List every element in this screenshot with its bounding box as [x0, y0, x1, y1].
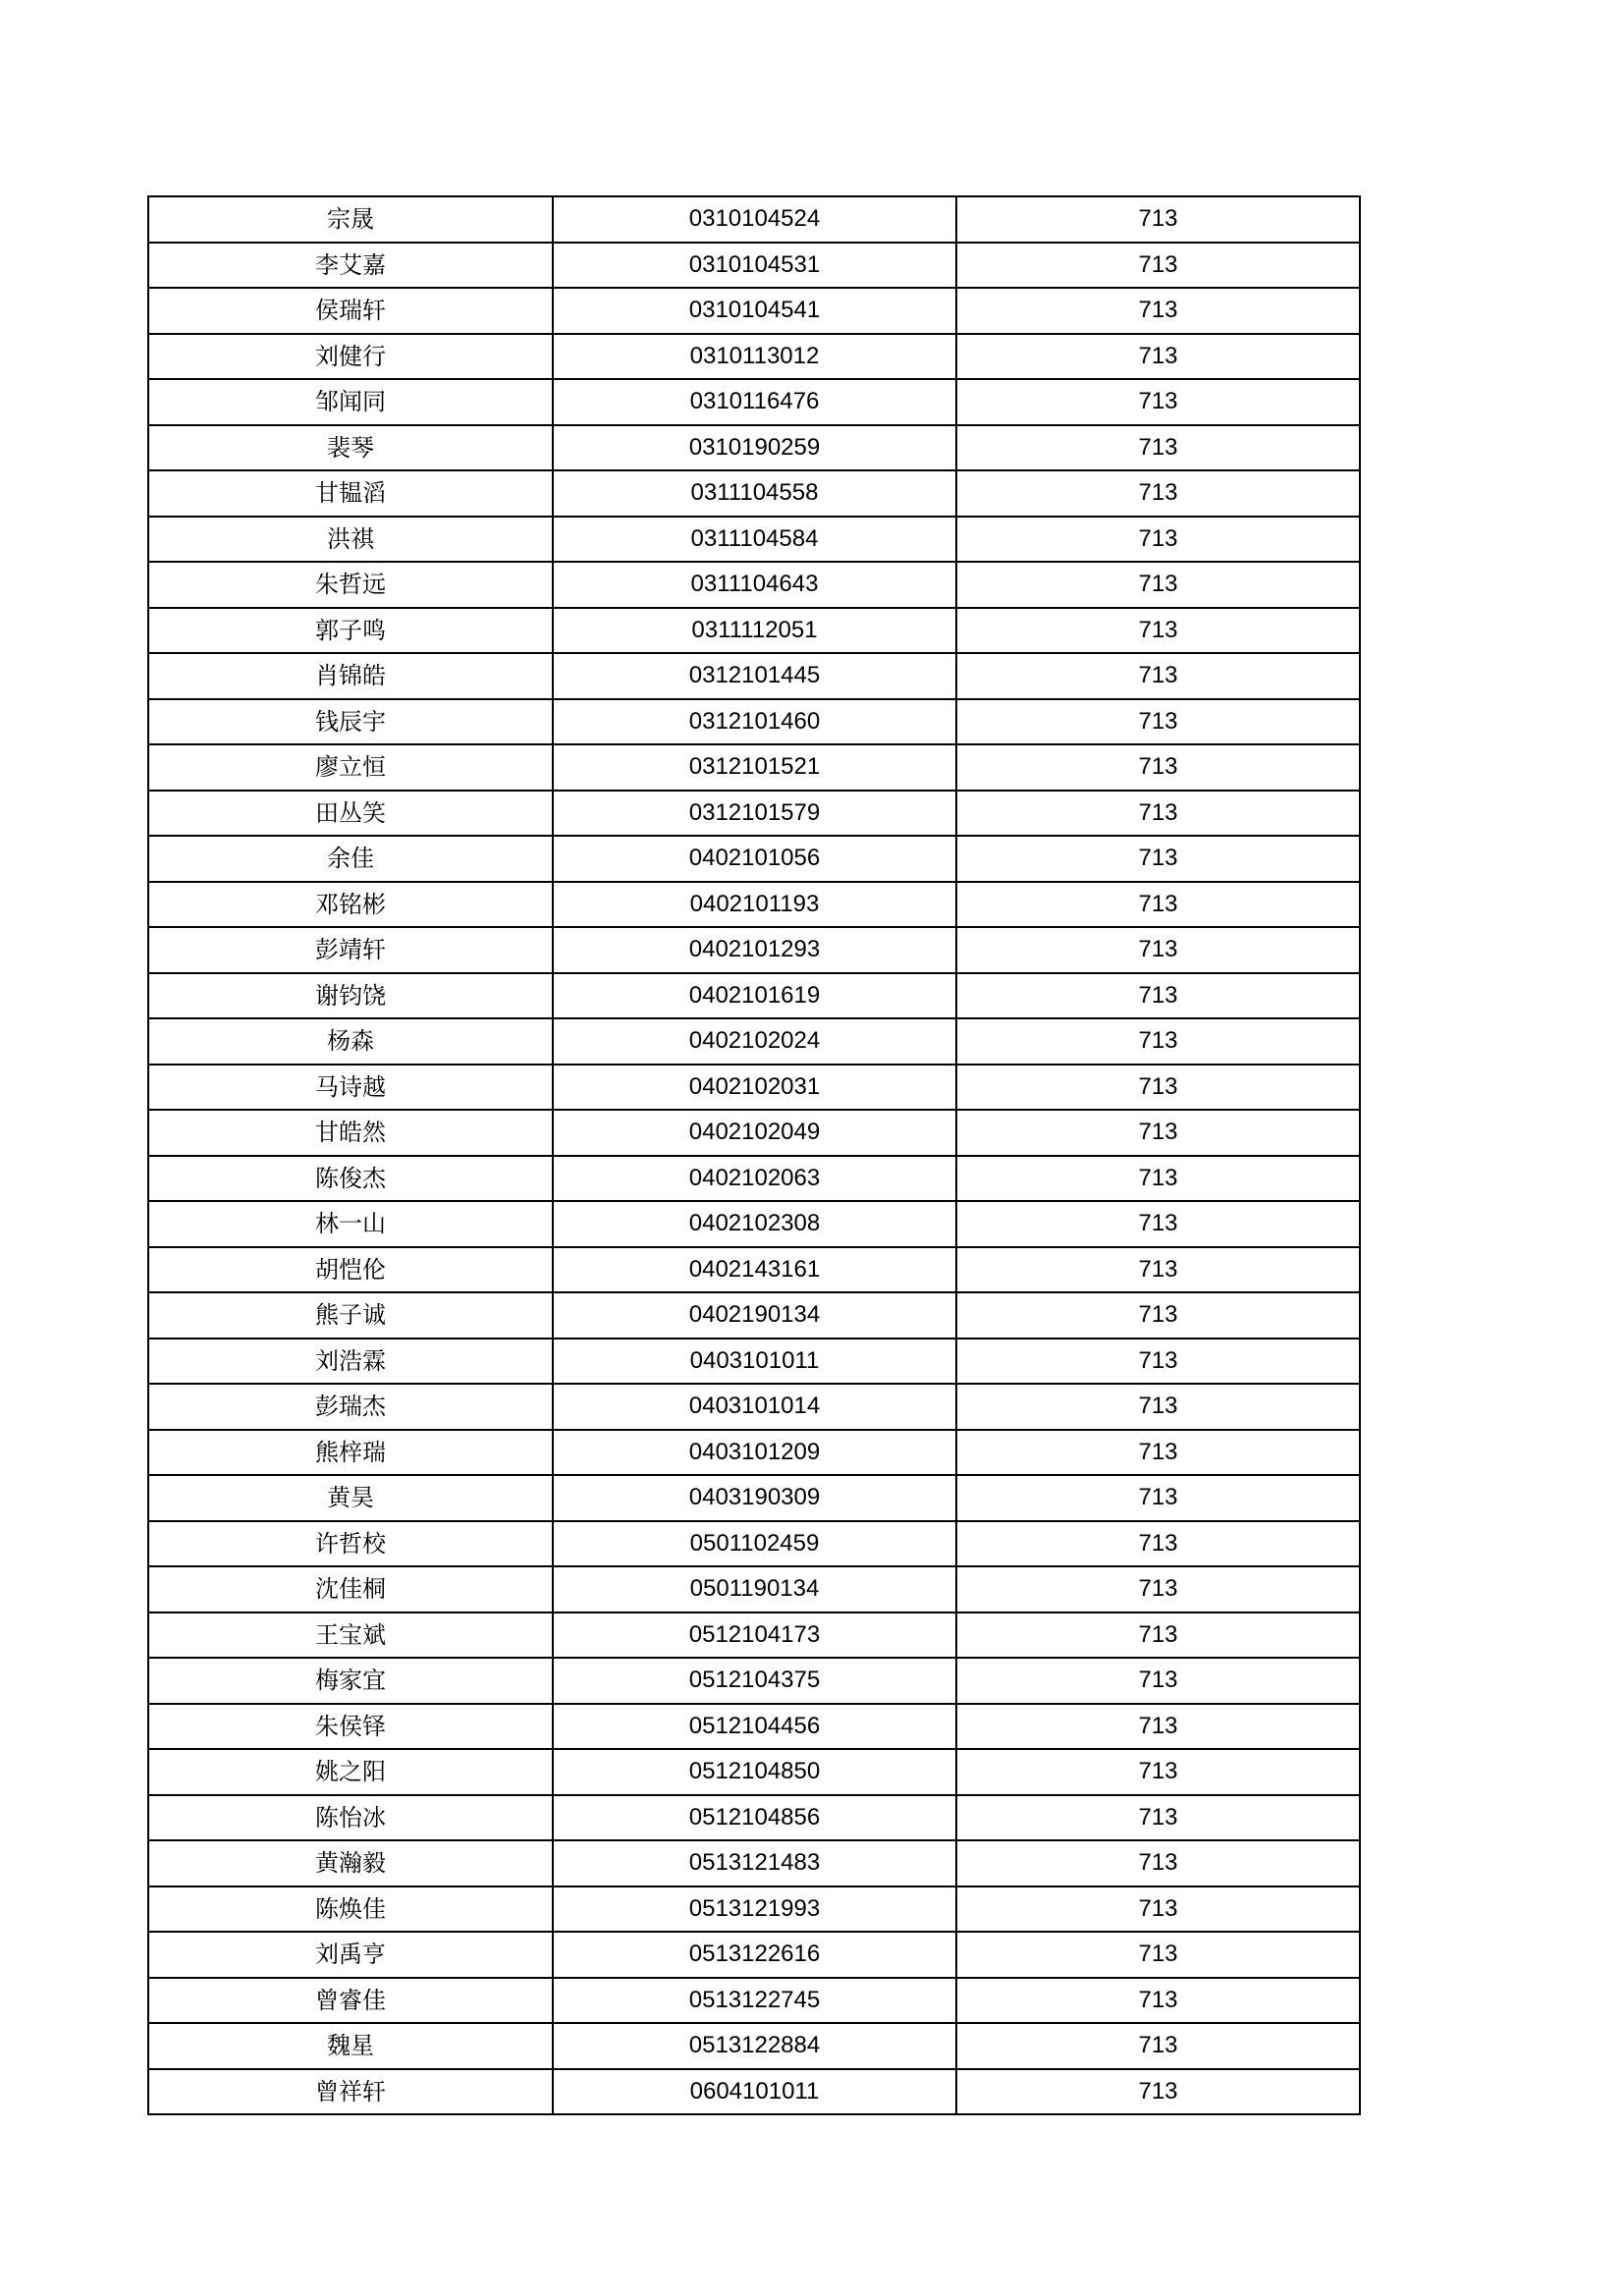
- code-cell: 713: [956, 1384, 1360, 1430]
- id-cell: 0513122616: [553, 1932, 956, 1978]
- name-cell: 宗晟: [148, 196, 553, 243]
- name-cell: 姚之阳: [148, 1749, 553, 1795]
- id-cell: 0604101011: [553, 2069, 956, 2115]
- code-cell: 713: [956, 608, 1360, 654]
- name-cell: 谢钧饶: [148, 973, 553, 1019]
- name-cell: 彭靖轩: [148, 927, 553, 973]
- name-cell: 曾睿佳: [148, 1978, 553, 2024]
- id-cell: 0513121483: [553, 1840, 956, 1886]
- id-cell: 0310113012: [553, 334, 956, 380]
- name-cell: 马诗越: [148, 1065, 553, 1111]
- name-cell: 魏星: [148, 2023, 553, 2069]
- table-row: [148, 653, 1360, 699]
- id-cell: 0402102049: [553, 1110, 956, 1156]
- id-cell: 0402101193: [553, 882, 956, 928]
- id-cell: 0512104173: [553, 1613, 956, 1659]
- name-cell: 彭瑞杰: [148, 1384, 553, 1430]
- name-cell: 甘皓然: [148, 1110, 553, 1156]
- name-cell: 田丛笑: [148, 791, 553, 837]
- code-cell: 713: [956, 653, 1360, 699]
- code-cell: 713: [956, 973, 1360, 1019]
- table-row: [148, 1795, 1360, 1841]
- table-row: [148, 334, 1360, 380]
- table-row: [148, 1704, 1360, 1750]
- table-row: [148, 2069, 1360, 2115]
- id-cell: 0512104456: [553, 1704, 956, 1750]
- id-cell: 0402101619: [553, 973, 956, 1019]
- id-cell: 0310104541: [553, 288, 956, 334]
- name-cell: 许哲校: [148, 1521, 553, 1567]
- id-cell: 0402101056: [553, 836, 956, 882]
- code-cell: 713: [956, 1749, 1360, 1795]
- id-cell: 0402102031: [553, 1065, 956, 1111]
- code-cell: 713: [956, 1430, 1360, 1476]
- table-row: [148, 1065, 1360, 1111]
- id-cell: 0312101460: [553, 699, 956, 745]
- name-cell: 裴琴: [148, 425, 553, 471]
- table-row: [148, 1110, 1360, 1156]
- table-row: [148, 243, 1360, 289]
- name-cell: 林一山: [148, 1201, 553, 1247]
- table-row: [148, 1247, 1360, 1293]
- table-row: [148, 1521, 1360, 1567]
- roster-table: [147, 195, 1361, 2115]
- name-cell: 黄昊: [148, 1475, 553, 1521]
- table-row: [148, 1932, 1360, 1978]
- id-cell: 0310116476: [553, 379, 956, 425]
- name-cell: 肖锦皓: [148, 653, 553, 699]
- table-row: [148, 1430, 1360, 1476]
- name-cell: 廖立恒: [148, 744, 553, 791]
- code-cell: 713: [956, 334, 1360, 380]
- code-cell: 713: [956, 425, 1360, 471]
- code-cell: 713: [956, 1018, 1360, 1065]
- name-cell: 熊子诚: [148, 1292, 553, 1339]
- id-cell: 0501190134: [553, 1566, 956, 1613]
- code-cell: 713: [956, 1658, 1360, 1704]
- name-cell: 曾祥轩: [148, 2069, 553, 2115]
- table-row: [148, 1018, 1360, 1065]
- table-row: [148, 1978, 1360, 2024]
- code-cell: 713: [956, 1065, 1360, 1111]
- table-row: [148, 608, 1360, 654]
- code-cell: 713: [956, 196, 1360, 243]
- code-cell: 713: [956, 1840, 1360, 1886]
- id-cell: 0311104558: [553, 470, 956, 517]
- code-cell: 713: [956, 1978, 1360, 2024]
- table-row: [148, 1201, 1360, 1247]
- table-row: [148, 1886, 1360, 1933]
- id-cell: 0311112051: [553, 608, 956, 654]
- table-row: [148, 1475, 1360, 1521]
- name-cell: 刘浩霖: [148, 1339, 553, 1385]
- name-cell: 郭子鸣: [148, 608, 553, 654]
- name-cell: 陈焕佳: [148, 1886, 553, 1933]
- code-cell: 713: [956, 1932, 1360, 1978]
- code-cell: 713: [956, 379, 1360, 425]
- name-cell: 朱哲远: [148, 562, 553, 608]
- id-cell: 0513122884: [553, 2023, 956, 2069]
- id-cell: 0311104584: [553, 517, 956, 563]
- code-cell: 713: [956, 791, 1360, 837]
- table-row: [148, 836, 1360, 882]
- name-cell: 沈佳桐: [148, 1566, 553, 1613]
- name-cell: 李艾嘉: [148, 243, 553, 289]
- name-cell: 钱辰宇: [148, 699, 553, 745]
- table-row: [148, 196, 1360, 243]
- table-row: [148, 1384, 1360, 1430]
- table-row: [148, 288, 1360, 334]
- name-cell: 王宝斌: [148, 1613, 553, 1659]
- name-cell: 杨森: [148, 1018, 553, 1065]
- table-row: [148, 425, 1360, 471]
- id-cell: 0312101579: [553, 791, 956, 837]
- code-cell: 713: [956, 1566, 1360, 1613]
- code-cell: 713: [956, 1339, 1360, 1385]
- name-cell: 邹闻同: [148, 379, 553, 425]
- table-row: [148, 1566, 1360, 1613]
- name-cell: 刘健行: [148, 334, 553, 380]
- code-cell: 713: [956, 927, 1360, 973]
- code-cell: 713: [956, 1292, 1360, 1339]
- code-cell: 713: [956, 1886, 1360, 1933]
- table-row: [148, 2023, 1360, 2069]
- roster-table-body: [148, 196, 1360, 2114]
- id-cell: 0311104643: [553, 562, 956, 608]
- name-cell: 余佳: [148, 836, 553, 882]
- table-row: [148, 1292, 1360, 1339]
- id-cell: 0402102063: [553, 1156, 956, 1202]
- code-cell: 713: [956, 1613, 1360, 1659]
- id-cell: 0403101014: [553, 1384, 956, 1430]
- table-row: [148, 1658, 1360, 1704]
- name-cell: 黄瀚毅: [148, 1840, 553, 1886]
- table-row: [148, 517, 1360, 563]
- id-cell: 0402102308: [553, 1201, 956, 1247]
- id-cell: 0310104524: [553, 196, 956, 243]
- table-row: [148, 1749, 1360, 1795]
- id-cell: 0403190309: [553, 1475, 956, 1521]
- id-cell: 0312101521: [553, 744, 956, 791]
- code-cell: 713: [956, 2023, 1360, 2069]
- code-cell: 713: [956, 1521, 1360, 1567]
- name-cell: 梅家宜: [148, 1658, 553, 1704]
- table-row: [148, 927, 1360, 973]
- code-cell: 713: [956, 1475, 1360, 1521]
- code-cell: 713: [956, 882, 1360, 928]
- name-cell: 熊梓瑞: [148, 1430, 553, 1476]
- code-cell: 713: [956, 288, 1360, 334]
- table-row: [148, 699, 1360, 745]
- name-cell: 邓铭彬: [148, 882, 553, 928]
- name-cell: 胡恺伦: [148, 1247, 553, 1293]
- code-cell: 713: [956, 1795, 1360, 1841]
- code-cell: 713: [956, 517, 1360, 563]
- table-row: [148, 1613, 1360, 1659]
- code-cell: 713: [956, 1247, 1360, 1293]
- code-cell: 713: [956, 562, 1360, 608]
- name-cell: 朱侯铎: [148, 1704, 553, 1750]
- code-cell: 713: [956, 744, 1360, 791]
- id-cell: 0501102459: [553, 1521, 956, 1567]
- table-row: [148, 973, 1360, 1019]
- table-row: [148, 791, 1360, 837]
- name-cell: 刘禹亨: [148, 1932, 553, 1978]
- code-cell: 713: [956, 1704, 1360, 1750]
- name-cell: 陈俊杰: [148, 1156, 553, 1202]
- id-cell: 0402102024: [553, 1018, 956, 1065]
- id-cell: 0403101209: [553, 1430, 956, 1476]
- id-cell: 0513122745: [553, 1978, 956, 2024]
- code-cell: 713: [956, 470, 1360, 517]
- code-cell: 713: [956, 836, 1360, 882]
- id-cell: 0310104531: [553, 243, 956, 289]
- code-cell: 713: [956, 2069, 1360, 2115]
- code-cell: 713: [956, 1110, 1360, 1156]
- name-cell: 甘韫滔: [148, 470, 553, 517]
- table-row: [148, 1156, 1360, 1202]
- table-row: [148, 562, 1360, 608]
- id-cell: 0402190134: [553, 1292, 956, 1339]
- id-cell: 0513121993: [553, 1886, 956, 1933]
- name-cell: 陈怡冰: [148, 1795, 553, 1841]
- code-cell: 713: [956, 243, 1360, 289]
- code-cell: 713: [956, 1156, 1360, 1202]
- id-cell: 0512104375: [553, 1658, 956, 1704]
- id-cell: 0403101011: [553, 1339, 956, 1385]
- name-cell: 侯瑞轩: [148, 288, 553, 334]
- id-cell: 0402101293: [553, 927, 956, 973]
- table-row: [148, 1339, 1360, 1385]
- code-cell: 713: [956, 699, 1360, 745]
- code-cell: 713: [956, 1201, 1360, 1247]
- table-row: [148, 379, 1360, 425]
- id-cell: 0402143161: [553, 1247, 956, 1293]
- id-cell: 0312101445: [553, 653, 956, 699]
- table-row: [148, 882, 1360, 928]
- id-cell: 0512104850: [553, 1749, 956, 1795]
- table-row: [148, 470, 1360, 517]
- table-row: [148, 1840, 1360, 1886]
- name-cell: 洪祺: [148, 517, 553, 563]
- table-row: [148, 744, 1360, 791]
- id-cell: 0310190259: [553, 425, 956, 471]
- id-cell: 0512104856: [553, 1795, 956, 1841]
